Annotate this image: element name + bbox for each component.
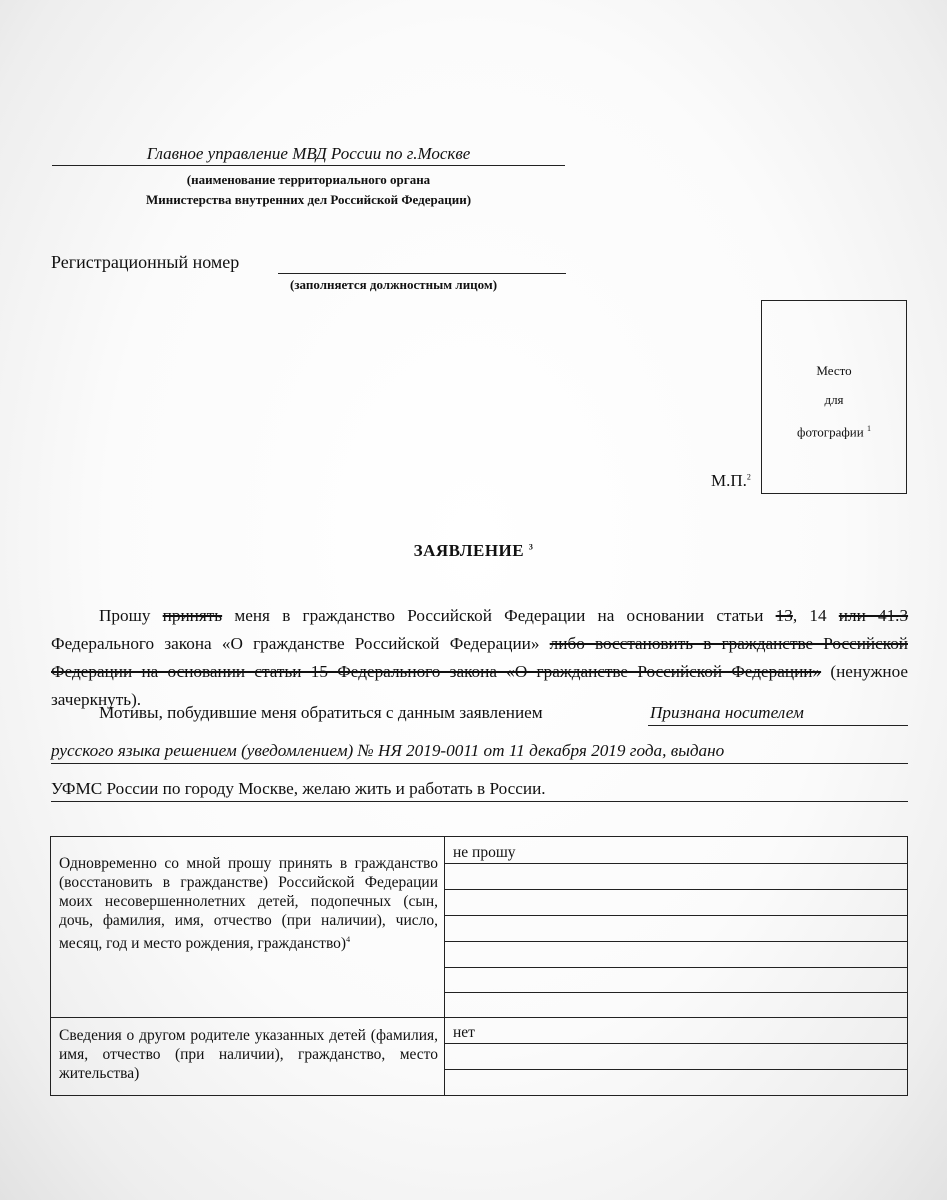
req-text-4: Федерального закона «О гражданстве Российской Федерации»	[51, 634, 540, 653]
motives-field-line2[interactable]: русского языка решением (уведомлением) № НЯ 2019-0011 от 11 декабря 2019 года, выдано	[51, 741, 908, 764]
photo-line2: для	[824, 392, 844, 407]
children-label-cell	[51, 837, 445, 1018]
req-text-2: меня в гражданство Российской Федерации на основании статьи	[234, 606, 764, 625]
children-line[interactable]	[445, 889, 907, 890]
photo-line1: Место	[816, 363, 852, 378]
motives-row	[51, 703, 908, 727]
req-text-1: Прошу	[99, 606, 151, 625]
photo-footnote: 1	[866, 424, 871, 433]
request-paragraph	[51, 602, 908, 714]
stamp-place-label	[711, 471, 751, 491]
children-line[interactable]	[445, 915, 907, 916]
children-line[interactable]	[445, 967, 907, 968]
children-line[interactable]	[445, 992, 907, 993]
authority-caption	[52, 170, 565, 210]
children-footnote: 4	[346, 935, 351, 944]
photo-placeholder-text	[761, 356, 907, 446]
req-text-5: (ненужное зачеркнуть).	[51, 662, 909, 709]
children-label: Одновременно со мной прошу принять в гражданство (восстановить в гражданстве) Российской Федерации моих несовершеннолетних детей, подопечных (сын, дочь, фамилия, имя, отчество (при наличии), число, месяц, год и место рождения, гражданство)	[59, 855, 438, 953]
reg-number-field[interactable]	[278, 253, 566, 274]
authority-caption-line1: (наименование территориального органа	[186, 172, 431, 187]
reg-number-caption: (заполняется должностным лицом)	[290, 277, 498, 292]
children-answer[interactable]: не прошу	[453, 844, 516, 861]
mp-text: М.П.	[711, 471, 747, 490]
req-struck-3: или 41.3	[838, 606, 909, 625]
req-struck-2: 13	[775, 606, 793, 625]
title-footnote: 3	[528, 542, 534, 552]
req-struck-4: либо восстановить в гражданстве Российской Федерации на основании статьи 15 Федерального закона «О гражданстве Российской Федерации»	[51, 634, 908, 681]
parent-label-cell	[51, 1018, 445, 1095]
req-text-3: , 14	[792, 606, 827, 625]
photo-line3: фотографии	[797, 424, 864, 440]
mp-footnote: 2	[746, 472, 751, 482]
parent-line[interactable]	[445, 1069, 907, 1070]
parent-answer-cell[interactable]	[445, 1018, 907, 1095]
parent-label: Сведения о другом родителе указанных детей (фамилия, имя, отчество (при наличии), гражданство, место жительства)	[59, 1027, 438, 1082]
children-info-table	[50, 836, 908, 1096]
req-struck-1: принять	[162, 606, 223, 625]
document-title	[0, 541, 947, 561]
children-line[interactable]	[445, 863, 907, 864]
motives-field-line1[interactable]: Признана носителем	[648, 703, 908, 726]
parent-line[interactable]	[445, 1043, 907, 1044]
authority-caption-line2: Министерства внутренних дел Российской Федерации)	[145, 192, 472, 207]
authority-name-field[interactable]: Главное управление МВД России по г.Москве	[146, 144, 471, 163]
motives-field-line3[interactable]: УФМС России по городу Москве, желаю жить и работать в России.	[51, 779, 908, 802]
reg-number-label: Регистрационный номер	[51, 252, 240, 272]
motives-label: Мотивы, побудившие меня обратиться с данным заявлением	[99, 703, 543, 722]
parent-answer[interactable]: нет	[453, 1024, 475, 1041]
children-answer-cell[interactable]	[445, 837, 907, 1018]
children-line[interactable]	[445, 941, 907, 942]
title-text: ЗАЯВЛЕНИЕ	[413, 541, 525, 560]
